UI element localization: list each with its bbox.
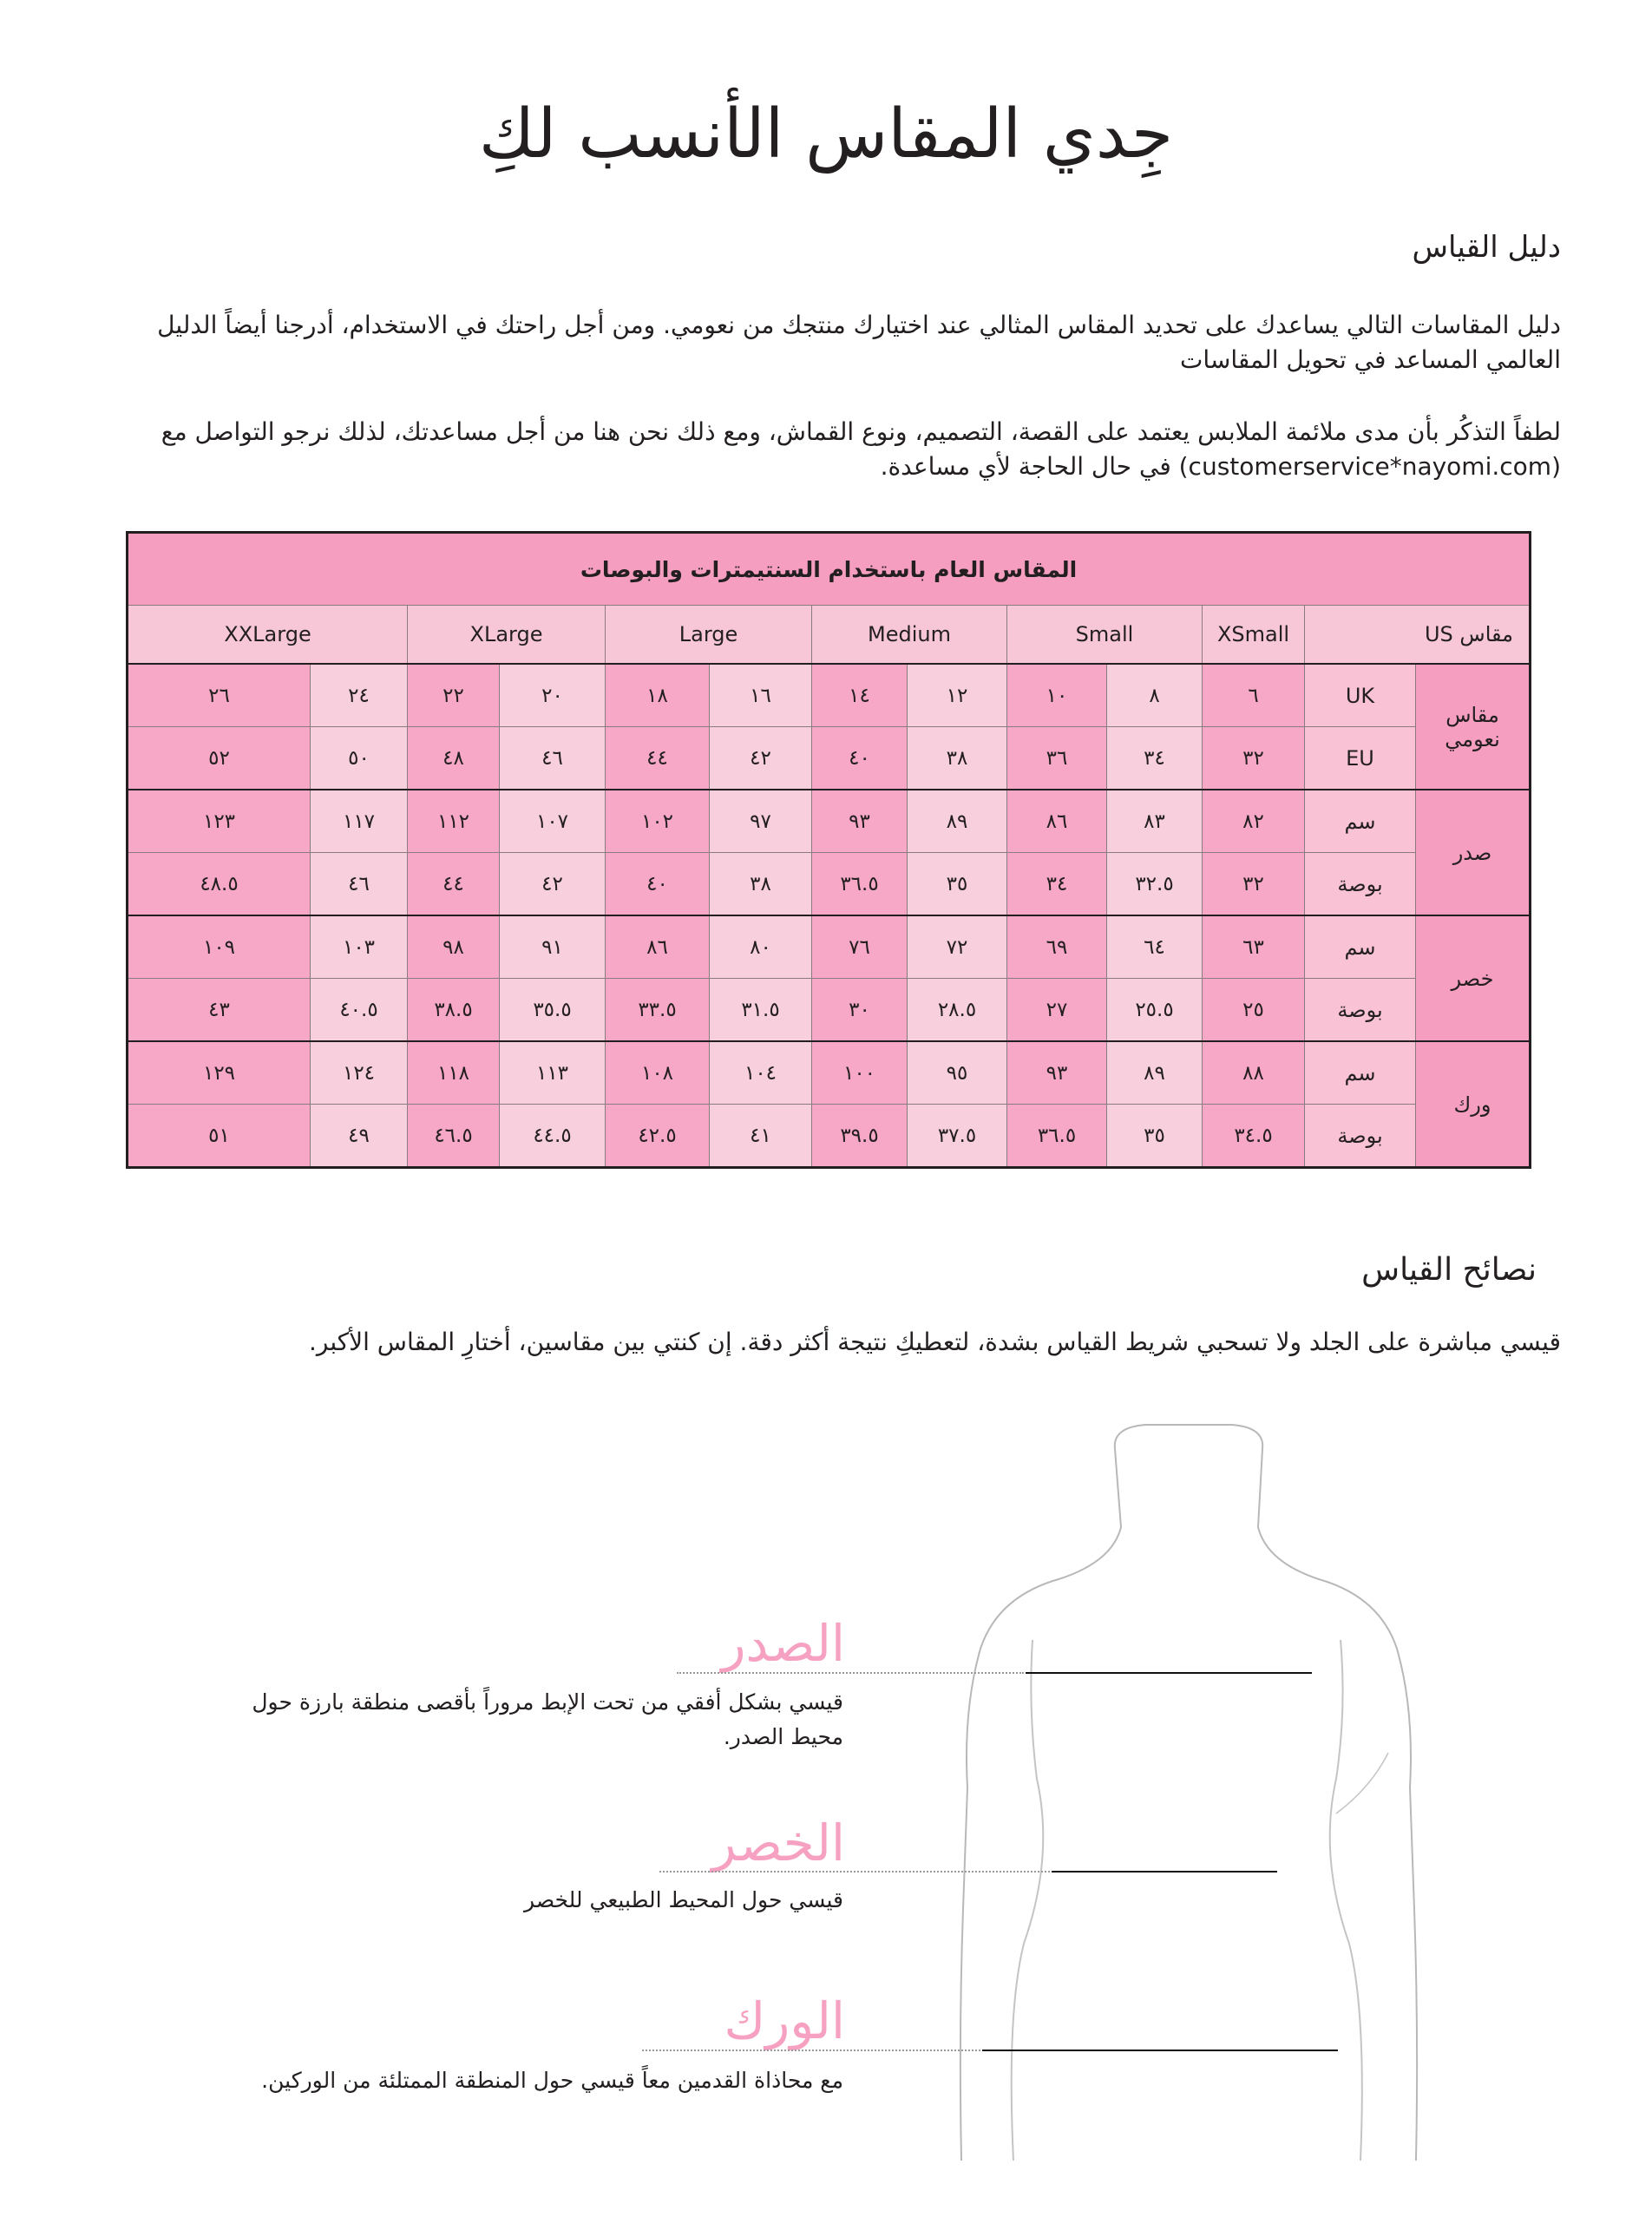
size-header: XSmall xyxy=(1203,606,1305,665)
table-cell: ١٠٠ xyxy=(812,1041,908,1105)
table-cell: ٤٣ xyxy=(128,979,311,1042)
table-cell: ٢٢ xyxy=(408,664,500,727)
size-chart-table xyxy=(126,531,1531,1169)
table-cell: ٣٦ xyxy=(1007,727,1107,790)
table-cell: ٣١.٥ xyxy=(710,979,812,1042)
table-cell: ١٠٤ xyxy=(710,1041,812,1105)
row-group-label: ورك xyxy=(1416,1041,1531,1168)
table-cell: ٤٠ xyxy=(606,853,710,916)
table-cell: ٨٩ xyxy=(908,790,1007,853)
table-cell: ٨٦ xyxy=(606,915,710,979)
table-cell: ٣٦.٥ xyxy=(1007,1105,1107,1168)
table-cell: ٣٨ xyxy=(710,853,812,916)
table-cell: ٤٦.٥ xyxy=(408,1105,500,1168)
table-cell: ٣٩.٥ xyxy=(812,1105,908,1168)
table-cell: ٦٣ xyxy=(1203,915,1305,979)
table-cell: ٤٩ xyxy=(311,1105,408,1168)
row-unit-label: سم xyxy=(1305,915,1416,979)
table-row xyxy=(128,664,1531,727)
size-header: XXLarge xyxy=(128,606,408,665)
waist-description: قيسي حول المحيط الطبيعي للخصر xyxy=(524,1887,843,1912)
table-cell: ٤٦ xyxy=(311,853,408,916)
table-row xyxy=(128,915,1531,979)
row-group-label: مقاس نعومي xyxy=(1416,664,1531,790)
table-cell: ١٠ xyxy=(1007,664,1107,727)
table-caption: المقاس العام باستخدام السنتيمترات والبوصات xyxy=(128,533,1531,606)
table-cell: ٦٤ xyxy=(1107,915,1203,979)
table-cell: ٤٠.٥ xyxy=(311,979,408,1042)
table-cell: ٩٨ xyxy=(408,915,500,979)
table-cell: ١٢٩ xyxy=(128,1041,311,1105)
table-cell: ٢٦ xyxy=(128,664,311,727)
us-size-label: مقاس US xyxy=(1305,606,1531,665)
table-cell: ٣٢.٥ xyxy=(1107,853,1203,916)
table-cell: ١٠٨ xyxy=(606,1041,710,1105)
table-cell: ٩٧ xyxy=(710,790,812,853)
table-cell: ٥٠ xyxy=(311,727,408,790)
table-cell: ١٢٤ xyxy=(311,1041,408,1105)
table-cell: ١٤ xyxy=(812,664,908,727)
table-cell: ٤٢.٥ xyxy=(606,1105,710,1168)
table-cell: ٤٠ xyxy=(812,727,908,790)
table-cell: ٩٣ xyxy=(812,790,908,853)
table-cell: ٢٨.٥ xyxy=(908,979,1007,1042)
table-cell: ٩٥ xyxy=(908,1041,1007,1105)
table-row xyxy=(128,853,1531,916)
table-cell: ٢٧ xyxy=(1007,979,1107,1042)
table-cell: ٤٢ xyxy=(500,853,606,916)
table-cell: ٣٤ xyxy=(1107,727,1203,790)
contact-paragraph: لطفاً التذكُر بأن مدى ملائمة الملابس يعتمد على القصة، التصميم، ونوع القماش، ومع ذلك نحن هنا من أجل مساعدتك، لذلك نرجو التواصل مع (customerservice*nayomi.com) في حال الحاجة لأي مساعدة. xyxy=(161,417,1561,481)
table-cell: ١٢٣ xyxy=(128,790,311,853)
table-row xyxy=(128,1041,1531,1105)
waist-label: الخصر xyxy=(711,1814,845,1873)
row-unit-label: EU xyxy=(1305,727,1416,790)
table-cell: ٥٢ xyxy=(128,727,311,790)
table-cell: ١٠٢ xyxy=(606,790,710,853)
table-cell: ٢٥.٥ xyxy=(1107,979,1203,1042)
table-cell: ١١٣ xyxy=(500,1041,606,1105)
table-cell: ٤٤ xyxy=(408,853,500,916)
size-header: Small xyxy=(1007,606,1203,665)
row-unit-label: UK xyxy=(1305,664,1416,727)
table-cell: ٨٨ xyxy=(1203,1041,1305,1105)
row-unit-label: بوصة xyxy=(1305,853,1416,916)
waist-dotted-guide xyxy=(659,1871,1050,1873)
table-cell: ٨ xyxy=(1107,664,1203,727)
intro-paragraph: دليل المقاسات التالي يساعدك على تحديد المقاس المثالي عند اختيارك منتجك من نعومي. ومن أجل راحتك في الاستخدام، أدرجنا أيضاً الدليل العالمي المساعد في تحويل المقاسات xyxy=(157,311,1561,374)
table-cell: ٣٢ xyxy=(1203,727,1305,790)
row-group-label: صدر xyxy=(1416,790,1531,915)
table-row xyxy=(128,1105,1531,1168)
table-cell: ٢٠ xyxy=(500,664,606,727)
table-cell: ٧٦ xyxy=(812,915,908,979)
table-cell: ٣٥ xyxy=(1107,1105,1203,1168)
row-unit-label: سم xyxy=(1305,1041,1416,1105)
table-cell: ٤١ xyxy=(710,1105,812,1168)
bust-label: الصدر xyxy=(721,1614,845,1673)
hip-measure-line xyxy=(982,2050,1338,2051)
table-row xyxy=(128,727,1531,790)
page-title: جِدي المقاس الأنسب لكِ xyxy=(478,95,1174,174)
table-cell: ٨٠ xyxy=(710,915,812,979)
table-cell: ١٠٩ xyxy=(128,915,311,979)
table-cell: ٣٧.٥ xyxy=(908,1105,1007,1168)
table-cell: ٣٦.٥ xyxy=(812,853,908,916)
table-cell: ٣٥.٥ xyxy=(500,979,606,1042)
table-cell: ٤٦ xyxy=(500,727,606,790)
table-cell: ٦٩ xyxy=(1007,915,1107,979)
table-cell: ٤٤.٥ xyxy=(500,1105,606,1168)
table-cell: ١٢ xyxy=(908,664,1007,727)
tips-heading: نصائح القياس xyxy=(1361,1252,1537,1288)
table-cell: ٤٨ xyxy=(408,727,500,790)
table-cell: ٩١ xyxy=(500,915,606,979)
size-header: XLarge xyxy=(408,606,606,665)
table-cell: ١٠٣ xyxy=(311,915,408,979)
size-guide-heading: دليل القياس xyxy=(1412,230,1561,265)
table-cell: ٣٥ xyxy=(908,853,1007,916)
table-cell: ٨٣ xyxy=(1107,790,1203,853)
table-cell: ٥١ xyxy=(128,1105,311,1168)
table-cell: ١٦ xyxy=(710,664,812,727)
table-cell: ٨٩ xyxy=(1107,1041,1203,1105)
table-cell: ٣٤.٥ xyxy=(1203,1105,1305,1168)
table-cell: ١٠٧ xyxy=(500,790,606,853)
table-cell: ٤٤ xyxy=(606,727,710,790)
table-cell: ١١٨ xyxy=(408,1041,500,1105)
table-cell: ٣٨ xyxy=(908,727,1007,790)
table-cell: ٤٢ xyxy=(710,727,812,790)
table-cell: ٣٤ xyxy=(1007,853,1107,916)
table-cell: ١١٢ xyxy=(408,790,500,853)
table-cell: ٧٢ xyxy=(908,915,1007,979)
table-cell: ٣٨.٥ xyxy=(408,979,500,1042)
table-cell: ٣٢ xyxy=(1203,853,1305,916)
table-cell: ٣٣.٥ xyxy=(606,979,710,1042)
table-cell: ٩٣ xyxy=(1007,1041,1107,1105)
row-unit-label: سم xyxy=(1305,790,1416,853)
bust-description: قيسي بشكل أفقي من تحت الإبط مروراً بأقصى منطقة بارزة حول محيط الصدر. xyxy=(252,1689,843,1749)
size-header: Large xyxy=(606,606,812,665)
table-cell: ٦ xyxy=(1203,664,1305,727)
waist-measure-line xyxy=(1052,1871,1277,1873)
tips-text: قيسي مباشرة على الجلد ولا تسحبي شريط القياس بشدة، لتعطيكِ نتيجة أكثر دقة. إن كنتي بين مقاسين، أختارِ المقاس الأكبر. xyxy=(308,1328,1561,1356)
table-cell: ٣٠ xyxy=(812,979,908,1042)
bust-dotted-guide xyxy=(677,1672,1024,1674)
table-cell: ١٨ xyxy=(606,664,710,727)
table-cell: ٨٦ xyxy=(1007,790,1107,853)
hip-dotted-guide xyxy=(642,2050,980,2051)
table-cell: ١١٧ xyxy=(311,790,408,853)
table-cell: ٢٤ xyxy=(311,664,408,727)
hip-description: مع محاذاة القدمين معاً قيسي حول المنطقة الممتلئة من الوركين. xyxy=(261,2068,843,2093)
table-row xyxy=(128,790,1531,853)
table-cell: ٤٨.٥ xyxy=(128,853,311,916)
bust-measure-line xyxy=(1026,1672,1312,1674)
row-unit-label: بوصة xyxy=(1305,1105,1416,1168)
table-row xyxy=(128,979,1531,1042)
size-header: Medium xyxy=(812,606,1007,665)
table-cell: ٢٥ xyxy=(1203,979,1305,1042)
hip-label: الورك xyxy=(724,1991,845,2050)
table-cell: ٨٢ xyxy=(1203,790,1305,853)
row-group-label: خصر xyxy=(1416,915,1531,1041)
row-unit-label: بوصة xyxy=(1305,979,1416,1042)
